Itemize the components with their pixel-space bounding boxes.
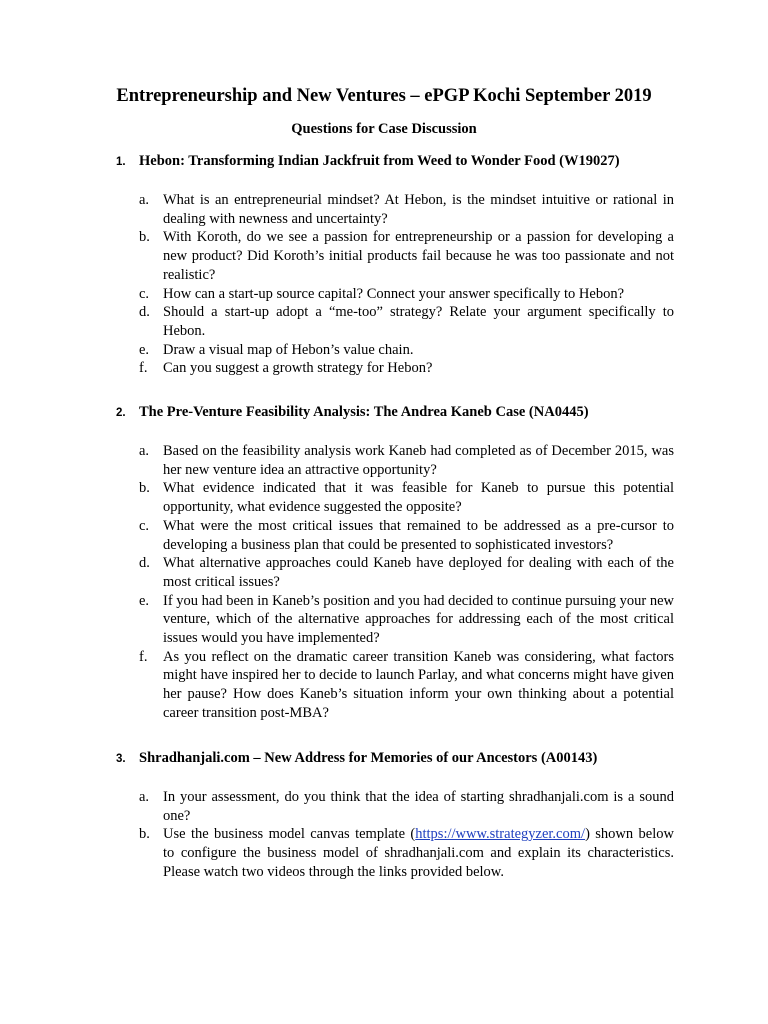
item-marker: a. [139, 443, 150, 459]
item-text [163, 825, 674, 881]
item-marker: a. [139, 192, 150, 208]
list-item [0, 517, 674, 554]
item-marker: c. [139, 285, 150, 302]
list-item [0, 825, 674, 881]
item-marker: e. [139, 341, 150, 358]
item-text: Should a start-up adopt a “me-too” strategy? Relate your argument specifically to Hebon. [163, 304, 674, 339]
question-list [0, 788, 674, 882]
list-item [0, 285, 674, 304]
section-number: 3. [116, 753, 126, 765]
item-text: Can you suggest a growth strategy for Hebon? [163, 360, 433, 377]
item-marker: a. [139, 789, 150, 805]
section-number: 2. [116, 407, 126, 419]
section-heading: Shradhanjali.com – New Address for Memories of our Ancestors (A00143) [139, 750, 598, 766]
list-item [0, 359, 674, 378]
item-text: Draw a visual map of Hebon’s value chain. [163, 341, 414, 358]
item-text-before-link: Use the business model canvas template ( [163, 826, 416, 843]
item-marker: d. [139, 304, 150, 321]
list-item [0, 479, 674, 516]
item-marker: f. [139, 648, 148, 665]
list-item [0, 442, 674, 479]
document-title: Entrepreneurship and New Ventures – ePGP Kochi September 2019 [116, 86, 652, 106]
item-marker: e. [139, 592, 150, 609]
item-marker: f. [139, 360, 148, 377]
item-text: If you had been in Kaneb’s position and you had decided to continue pursuing your new venture, which of the alternative approaches for addressing each of the most critical issues would you have implemented? [163, 592, 675, 647]
item-text-after-link: ) shown below to configure the business model of shradhanjali.com and explain its characteristics. Please watch two videos through the links provided below. [163, 826, 674, 880]
section-heading: Hebon: Transforming Indian Jackfruit from Weed to Wonder Food (W19027) [139, 153, 620, 169]
list-item [0, 228, 674, 284]
list-item [0, 592, 674, 648]
item-marker: b. [139, 826, 150, 843]
question-list [0, 442, 674, 723]
list-item [0, 554, 674, 591]
item-marker: d. [139, 555, 150, 572]
item-marker: c. [139, 517, 150, 534]
item-text: Based on the feasibility analysis work Kaneb had completed as of December 2015, was her new venture idea an attractive opportunity? [163, 443, 674, 478]
document-subtitle: Questions for Case Discussion [291, 121, 477, 137]
list-item [0, 191, 674, 228]
list-item [0, 788, 674, 825]
question-list [0, 191, 674, 378]
item-text: What were the most critical issues that remained to be addressed as a pre-cursor to developing a business plan that could be presented to sophisticated investors? [163, 517, 674, 553]
item-text: As you reflect on the dramatic career transition Kaneb was considering, what factors might have inspired her to decide to launch Parlay, and what concerns might have given her pause? How does Kaneb’s situation inform your own thinking about a potential career transition post-MBA? [163, 648, 674, 721]
item-text: What alternative approaches could Kaneb have deployed for dealing with each of the most critical issues? [163, 555, 674, 590]
item-marker: b. [139, 229, 150, 246]
item-text: With Koroth, do we see a passion for entrepreneurship or a passion for developing a new product? Did Koroth’s initial products fail because he was too passionate and not realistic? [163, 229, 674, 283]
item-text: How can a start-up source capital? Connect your answer specifically to Hebon? [163, 285, 625, 302]
item-text: What is an entrepreneurial mindset? At Hebon, is the mindset intuitive or rational in dealing with newness and uncertainty? [163, 192, 674, 227]
section-heading: The Pre-Venture Feasibility Analysis: The Andrea Kaneb Case (NA0445) [139, 404, 589, 420]
list-item [0, 303, 674, 340]
item-marker: b. [139, 480, 150, 497]
item-text: What evidence indicated that it was feasible for Kaneb to pursue this potential opportunity, what evidence suggested the opposite? [163, 480, 674, 516]
section-number: 1. [116, 156, 126, 168]
strategyzer-link[interactable]: https://www.strategyzer.com/ [415, 826, 586, 843]
list-item [0, 648, 674, 723]
item-text: In your assessment, do you think that the idea of starting shradhanjali.com is a sound one? [163, 789, 674, 824]
list-item [0, 341, 674, 360]
